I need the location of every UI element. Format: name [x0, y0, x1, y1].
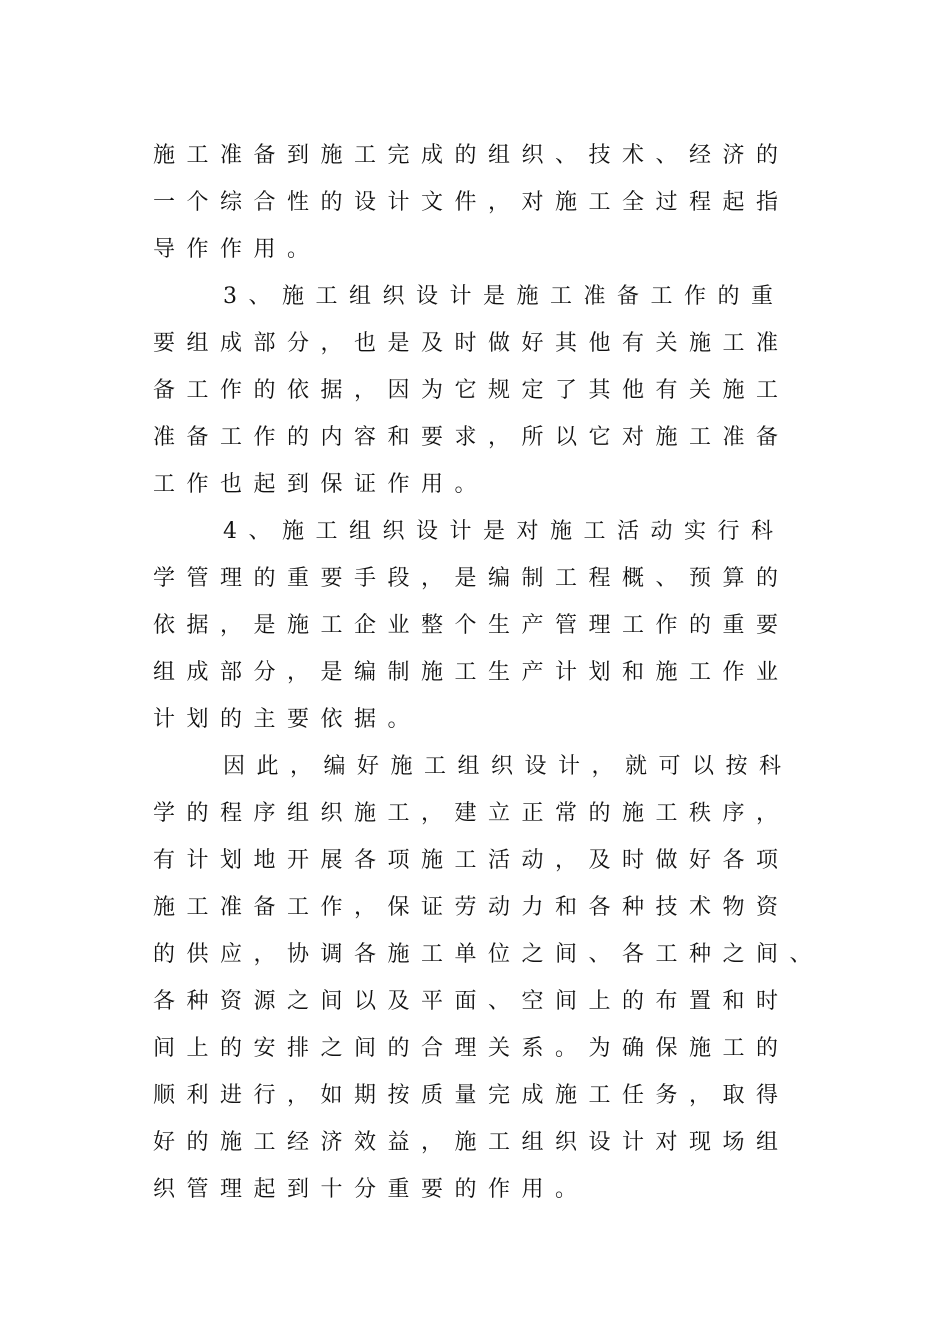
text-line: 导作作用。 — [153, 237, 321, 262]
text-line: 各种资源之间以及平面、空间上的布置和时 — [153, 989, 790, 1014]
text-line: 学的程序组织施工，建立正常的施工秩序， — [153, 801, 790, 826]
text-line: 间上的安排之间的合理关系。为确保施工的 — [153, 1036, 790, 1061]
text-line: 工作也起到保证作用。 — [153, 472, 489, 497]
text-line: 计划的主要依据。 — [153, 707, 422, 732]
text-line: 一个综合性的设计文件，对施工全过程起指 — [153, 190, 790, 215]
body-text — [153, 132, 853, 1213]
text-line: 织管理起到十分重要的作用。 — [153, 1177, 589, 1202]
text-line: 顺利进行，如期按质量完成施工任务，取得 — [153, 1083, 790, 1108]
text-line: 准备工作的内容和要求，所以它对施工准备 — [153, 425, 790, 450]
text-line: 要组成部分，也是及时做好其他有关施工准 — [153, 331, 790, 356]
text-line: 依据，是施工企业整个生产管理工作的重要 — [153, 613, 790, 638]
paragraph-start-line: 因此，编好施工组织设计，就可以按科 — [223, 754, 793, 779]
text-line: 施工准备到施工完成的组织、技术、经济的 — [153, 143, 790, 168]
text-line: 有计划地开展各项施工活动，及时做好各项 — [153, 848, 790, 873]
text-line: 施工准备工作，保证劳动力和各种技术物资 — [153, 895, 790, 920]
text-line: 组成部分，是编制施工生产计划和施工作业 — [153, 660, 790, 685]
text-line: 的供应，协调各施工单位之间、各工种之间、 — [153, 942, 824, 967]
paragraph-start-line: 4、施工组织设计是对施工活动实行科 — [223, 519, 785, 544]
text-line: 好的施工经济效益，施工组织设计对现场组 — [153, 1130, 790, 1155]
paragraph-start-line: 3、施工组织设计是施工准备工作的重 — [223, 284, 785, 309]
text-line: 学管理的重要手段，是编制工程概、预算的 — [153, 566, 790, 591]
text-line: 备工作的依据，因为它规定了其他有关施工 — [153, 378, 790, 403]
